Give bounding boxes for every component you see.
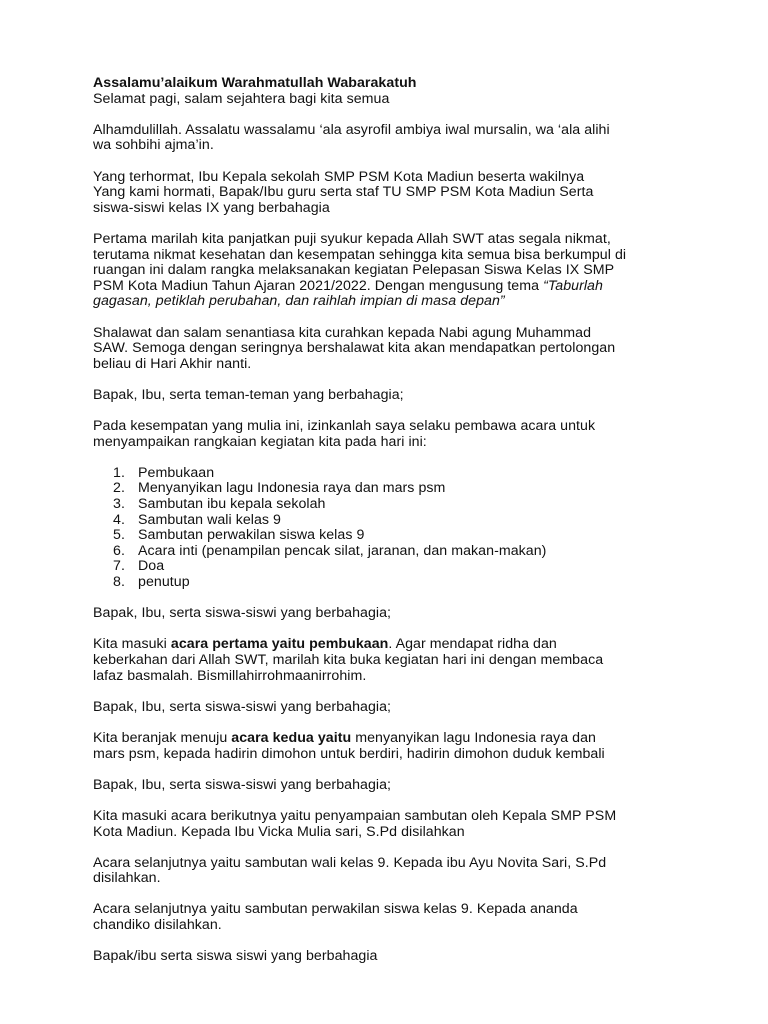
list-item-number: 2. bbox=[113, 480, 125, 497]
pertama-line-1-plain-b: . Agar mendapat ridha dan bbox=[388, 636, 557, 653]
list-item bbox=[93, 559, 693, 575]
sambutan-kepsek-line-1: Kita masuki acara berikutnya yaitu penyampaian sambutan oleh Kepala SMP PSM bbox=[93, 807, 617, 824]
greeting-line-2: Selamat pagi, salam sejahtera bagi kita semua bbox=[93, 90, 390, 107]
kedua-line-1-plain-b: menyanyikan lagu Indonesia raya dan bbox=[351, 729, 596, 746]
syukur-line-4-plain: PSM Kota Madiun Tahun Ajaran 2021/2022. Dengan mengusung tema bbox=[93, 277, 544, 294]
list-item bbox=[93, 481, 693, 497]
perwakilan-line-2: chandiko disilahkan. bbox=[93, 917, 222, 934]
pertama-line-2: keberkahan dari Allah SWT, marilah kita buka kegiatan hari ini dengan membaca bbox=[93, 651, 604, 668]
syukur-line-4 bbox=[93, 279, 693, 295]
list-item-number: 4. bbox=[113, 511, 125, 528]
list-item-text: Menyanyikan lagu Indonesia raya dan mars psm bbox=[138, 480, 446, 497]
list-item bbox=[93, 466, 693, 482]
sambutan-kepsek-line-2: Kota Madiun. Kepada Ibu Vicka Mulia sari, S.Pd disilahkan bbox=[93, 823, 465, 840]
syukur-line-2: terutama nikmat kesehatan dan kesempatan sehingga kita semua bisa berkumpul di bbox=[93, 246, 627, 263]
list-item-text: Sambutan perwakilan siswa kelas 9 bbox=[138, 527, 365, 544]
document-page bbox=[93, 76, 693, 965]
pertama-line-1 bbox=[93, 637, 693, 653]
shalawat-line-2: SAW. Semoga dengan seringnya bershalawat kita akan mendapatkan pertolongan bbox=[93, 340, 616, 357]
agenda-list bbox=[93, 466, 693, 591]
kedua-line-1 bbox=[93, 731, 693, 747]
alhamdulillah-line-2: wa sohbihi ajma’in. bbox=[93, 137, 214, 154]
kesempatan-line-1: Pada kesempatan yang mulia ini, izinkanlah saya selaku pembawa acara untuk bbox=[93, 418, 596, 435]
pertama-line-3: lafaz basmalah. Bismillahirrohmaanirrohim. bbox=[93, 667, 367, 684]
list-item-number: 8. bbox=[113, 574, 125, 590]
list-item-text: Sambutan wali kelas 9 bbox=[138, 511, 282, 528]
list-item-text: Sambutan ibu kepala sekolah bbox=[138, 496, 326, 513]
pertama-line-1-plain-a: Kita masuki bbox=[93, 636, 171, 653]
list-item-number: 3. bbox=[113, 496, 125, 513]
address-siswa-2: Bapak, Ibu, serta siswa-siswi yang berbahagia; bbox=[93, 698, 392, 715]
list-item bbox=[93, 513, 693, 529]
theme-quote-end: gagasan, petiklah perubahan, dan raihlah impian di masa depan” bbox=[93, 293, 505, 310]
hormat-line-3: siswa-siswi kelas IX yang berbahagia bbox=[93, 199, 330, 216]
kesempatan-line-2: menyampaikan rangkaian kegiatan kita pada hari ini: bbox=[93, 433, 427, 450]
pertama-bold: acara pertama yaitu pembukaan bbox=[170, 636, 389, 653]
shalawat-line-3: beliau di Hari Akhir nanti. bbox=[93, 355, 252, 372]
list-item-number: 1. bbox=[113, 464, 125, 481]
greeting-line bbox=[93, 76, 693, 92]
list-item-text: Acara inti (penampilan pencak silat, jaranan, dan makan-makan) bbox=[138, 542, 547, 559]
list-item-number: 6. bbox=[113, 542, 125, 559]
list-item-number: 7. bbox=[113, 558, 125, 575]
shalawat-line-1: Shalawat dan salam senantiasa kita curahkan kepada Nabi agung Muhammad bbox=[93, 324, 592, 341]
perwakilan-line-1: Acara selanjutnya yaitu sambutan perwakilan siswa kelas 9. Kepada ananda bbox=[93, 901, 578, 918]
alhamdulillah-line-1: Alhamdulillah. Assalatu wassalamu ‘ala asyrofil ambiya iwal mursalin, wa ‘ala alihi bbox=[93, 121, 610, 138]
hormat-line-1: Yang terhormat, Ibu Kepala sekolah SMP PSM Kota Madiun beserta wakilnya bbox=[93, 168, 585, 185]
list-item-text: penutup bbox=[138, 574, 190, 590]
list-item-text: Doa bbox=[138, 558, 165, 575]
list-item bbox=[93, 528, 693, 544]
list-item bbox=[93, 575, 693, 591]
list-item-number: 5. bbox=[113, 527, 125, 544]
theme-quote-start: “Taburlah bbox=[543, 277, 603, 294]
address-siswa-1: Bapak, Ibu, serta siswa-siswi yang berbahagia; bbox=[93, 605, 392, 622]
kedua-bold: acara kedua yaitu bbox=[231, 729, 352, 746]
list-item-text: Pembukaan bbox=[138, 464, 215, 481]
kedua-line-2: mars psm, kepada hadirin dimohon untuk berdiri, hadirin dimohon duduk kembali bbox=[93, 745, 605, 762]
syukur-line-5 bbox=[93, 294, 693, 310]
address-siswa-3: Bapak, Ibu, serta siswa-siswi yang berbahagia; bbox=[93, 776, 392, 793]
kedua-line-1-plain-a: Kita beranjak menuju bbox=[93, 729, 232, 746]
syukur-line-1: Pertama marilah kita panjatkan puji syukur kepada Allah SWT atas segala nikmat, bbox=[93, 230, 611, 247]
closing-address: Bapak/ibu serta siswa siswi yang berbahagia bbox=[93, 948, 378, 965]
greeting-bold: Assalamu’alaikum Warahmatullah Wabarakatuh bbox=[93, 75, 417, 91]
address-teman: Bapak, Ibu, serta teman-teman yang berbahagia; bbox=[93, 386, 404, 403]
hormat-line-2: Yang kami hormati, Bapak/Ibu guru serta staf TU SMP PSM Kota Madiun Serta bbox=[93, 184, 594, 201]
syukur-line-3: ruangan ini dalam rangka melaksanakan kegiatan Pelepasan Siswa Kelas IX SMP bbox=[93, 262, 615, 279]
wali-line-2: disilahkan. bbox=[93, 870, 161, 887]
list-item bbox=[93, 497, 693, 513]
wali-line-1: Acara selanjutnya yaitu sambutan wali kelas 9. Kepada ibu Ayu Novita Sari, S.Pd bbox=[93, 854, 607, 871]
list-item bbox=[93, 544, 693, 560]
